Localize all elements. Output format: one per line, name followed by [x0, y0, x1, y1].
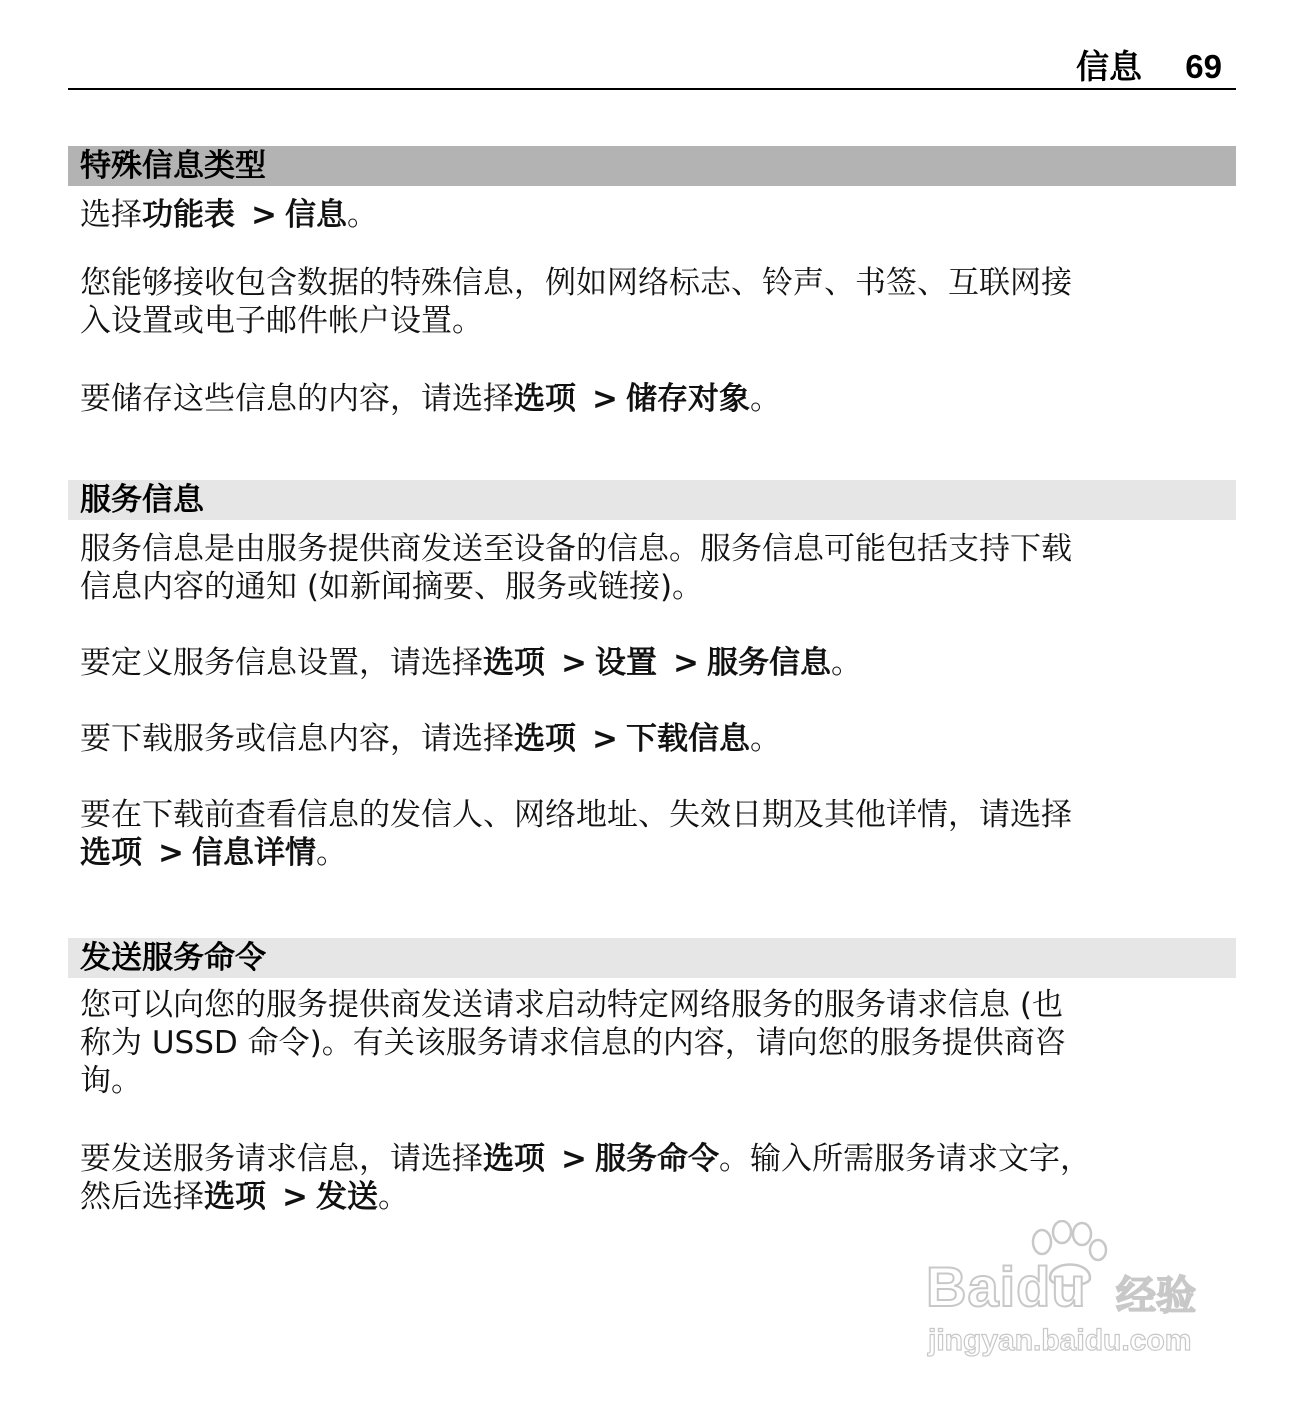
- menu-path-item: 下载信息: [625, 721, 750, 757]
- text-line: 称为 USSD 命令)。有关该服务请求信息的内容，请向您的服务提供商咨: [80, 1025, 1066, 1061]
- text: 要下载服务或信息内容，请选择: [80, 721, 514, 757]
- section-heading-service-messages: 服务信息: [68, 480, 1236, 520]
- section-heading-special-messages: 特殊信息类型: [68, 146, 1236, 186]
- menu-path-separator: >: [592, 721, 618, 757]
- text: 。输入所需服务请求文字，: [718, 1141, 1091, 1177]
- text: 要储存这些信息的内容，请选择: [80, 381, 514, 417]
- text: 然后选择: [80, 1179, 204, 1215]
- paragraph: [80, 196, 1230, 234]
- menu-path-item: 发送: [315, 1179, 378, 1215]
- paragraph: [80, 380, 1230, 418]
- text: 要发送服务请求信息，请选择: [80, 1141, 483, 1177]
- paragraph: [80, 530, 1230, 606]
- text: 。: [749, 721, 781, 757]
- text-line: 您能够接收包含数据的特殊信息，例如网络标志、铃声、书签、互联网接: [80, 265, 1072, 301]
- paragraph: [80, 264, 1230, 340]
- text-line: 入设置或电子邮件帐户设置。: [80, 303, 483, 339]
- menu-path-item: 信息详情: [191, 835, 316, 871]
- baidu-jingyan-watermark: [920, 1220, 1230, 1370]
- menu-path-item: 选项: [483, 1141, 545, 1177]
- paragraph: [80, 796, 1230, 872]
- text: 要定义服务信息设置，请选择: [80, 645, 483, 681]
- menu-path-item: 选项: [483, 645, 545, 681]
- watermark-url: jingyan.baidu.com: [928, 1324, 1192, 1357]
- watermark-product: 经验: [1116, 1274, 1196, 1318]
- watermark-brand: Baidu: [926, 1255, 1087, 1318]
- page-header: [68, 40, 1236, 90]
- text-line: 信息内容的通知 (如新闻摘要、服务或链接)。: [80, 569, 704, 605]
- menu-path-item: 储存对象: [625, 381, 750, 417]
- menu-path-item: 选项: [514, 381, 576, 417]
- text-line: 要在下载前查看信息的发信人、网络地址、失效日期及其他详情，请选择: [80, 797, 1072, 833]
- header-page-number: 69: [1185, 48, 1222, 85]
- menu-path-item: 信息: [284, 197, 347, 233]
- text-line: 服务信息是由服务提供商发送至设备的信息。服务信息可能包括支持下载: [80, 531, 1072, 567]
- paragraph: [80, 986, 1230, 1100]
- text: 选择: [80, 197, 142, 233]
- text: 。: [377, 1179, 409, 1215]
- menu-path-separator: >: [251, 197, 277, 233]
- menu-path-separator: >: [592, 381, 618, 417]
- paragraph: [80, 1140, 1230, 1216]
- text: 。: [749, 381, 781, 417]
- header-chapter-title: 信息: [1076, 47, 1142, 86]
- menu-path-separator: >: [158, 835, 184, 871]
- menu-path-item: 选项: [514, 721, 576, 757]
- menu-path-item: 选项: [204, 1179, 266, 1215]
- menu-path-item: 服务信息: [706, 645, 831, 681]
- menu-path-item: 服务命令: [594, 1141, 719, 1177]
- paragraph: [80, 720, 1230, 758]
- menu-path-item: 功能表: [142, 197, 235, 233]
- text: 。: [315, 835, 347, 871]
- menu-path-separator: >: [282, 1179, 308, 1215]
- menu-path-separator: >: [561, 1141, 587, 1177]
- menu-path-separator: >: [672, 645, 699, 681]
- section-heading-service-commands: 发送服务命令: [68, 938, 1236, 978]
- menu-path-separator: >: [561, 645, 587, 681]
- text-line: 询。: [80, 1063, 142, 1099]
- text: 。: [830, 645, 862, 681]
- text-line: 您可以向您的服务提供商发送请求启动特定网络服务的服务请求信息 (也: [80, 987, 1063, 1023]
- menu-path-item: 设置: [594, 645, 657, 681]
- text: 。: [346, 197, 378, 233]
- paragraph: [80, 644, 1230, 682]
- menu-path-item: 选项: [80, 835, 142, 871]
